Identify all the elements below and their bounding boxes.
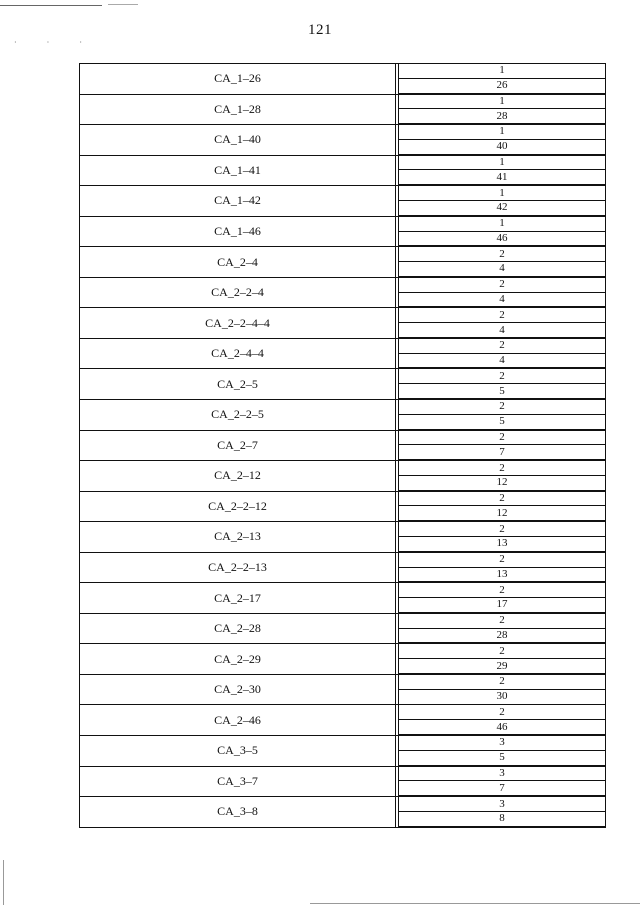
- band-values: [398, 767, 606, 797]
- band-value-top: 2: [399, 705, 605, 720]
- combination-name: CA_1–40: [79, 125, 396, 155]
- band-values: [398, 64, 606, 94]
- combination-name: CA_2–46: [79, 705, 396, 735]
- combination-name: CA_1–42: [79, 186, 396, 216]
- page-number: 121: [308, 22, 332, 38]
- table-row: [79, 431, 606, 462]
- band-values: [398, 736, 606, 766]
- band-value-top: 2: [399, 400, 605, 415]
- band-value-bottom: 4: [399, 323, 605, 338]
- band-value-top: 2: [399, 339, 605, 354]
- band-value-bottom: 40: [399, 140, 605, 155]
- band-values: [398, 369, 606, 399]
- band-value-bottom: 28: [399, 629, 605, 644]
- band-value-bottom: 7: [399, 781, 605, 796]
- band-value-top: 2: [399, 461, 605, 476]
- band-values: [398, 797, 606, 827]
- combination-name: CA_2–4–4: [79, 339, 396, 369]
- scan-specks: · · ·: [14, 38, 96, 47]
- table-row: [79, 492, 606, 523]
- combination-name: CA_1–26: [79, 64, 396, 94]
- combination-name: CA_1–41: [79, 156, 396, 186]
- combination-name: CA_2–5: [79, 369, 396, 399]
- combination-name: CA_2–13: [79, 522, 396, 552]
- band-value-bottom: 4: [399, 262, 605, 277]
- band-value-bottom: 28: [399, 109, 605, 124]
- band-values: [398, 339, 606, 369]
- scan-artifact-top-2: [108, 4, 138, 5]
- combination-name: CA_2–28: [79, 614, 396, 644]
- band-values: [398, 522, 606, 552]
- table-row: [79, 736, 606, 767]
- band-values: [398, 247, 606, 277]
- band-value-bottom: 5: [399, 384, 605, 399]
- combination-name: CA_2–12: [79, 461, 396, 491]
- band-value-top: 2: [399, 308, 605, 323]
- table-row: [79, 797, 606, 828]
- scan-artifact-top: [0, 5, 102, 6]
- table-row: [79, 95, 606, 126]
- band-values: [398, 186, 606, 216]
- band-value-bottom: 12: [399, 476, 605, 491]
- table-row: [79, 308, 606, 339]
- table-row: [79, 125, 606, 156]
- band-value-top: 1: [399, 186, 605, 201]
- table-row: [79, 186, 606, 217]
- band-values: [398, 95, 606, 125]
- table-row: [79, 553, 606, 584]
- combination-name: CA_1–46: [79, 217, 396, 247]
- band-value-bottom: 5: [399, 415, 605, 430]
- table-row: [79, 614, 606, 645]
- combination-name: CA_2–2–13: [79, 553, 396, 583]
- band-value-top: 1: [399, 156, 605, 171]
- band-value-top: 2: [399, 644, 605, 659]
- band-value-bottom: 26: [399, 79, 605, 94]
- table-row: [79, 461, 606, 492]
- combination-name: CA_2–29: [79, 644, 396, 674]
- band-value-top: 3: [399, 736, 605, 751]
- band-value-bottom: 4: [399, 354, 605, 369]
- table-row: [79, 644, 606, 675]
- band-value-bottom: 41: [399, 170, 605, 185]
- band-value-bottom: 12: [399, 506, 605, 521]
- band-value-bottom: 42: [399, 201, 605, 216]
- band-value-bottom: 8: [399, 812, 605, 827]
- combination-name: CA_2–17: [79, 583, 396, 613]
- band-value-top: 2: [399, 553, 605, 568]
- band-values: [398, 675, 606, 705]
- band-values: [398, 156, 606, 186]
- band-values: [398, 278, 606, 308]
- band-value-bottom: 7: [399, 445, 605, 460]
- combination-name: CA_2–30: [79, 675, 396, 705]
- scan-artifact-left: [3, 860, 4, 905]
- band-value-top: 3: [399, 797, 605, 812]
- table-row: [79, 705, 606, 736]
- combination-name: CA_3–7: [79, 767, 396, 797]
- band-value-top: 2: [399, 247, 605, 262]
- band-value-top: 3: [399, 767, 605, 782]
- table-row: [79, 767, 606, 798]
- band-value-bottom: 4: [399, 293, 605, 308]
- band-value-top: 1: [399, 125, 605, 140]
- band-value-bottom: 46: [399, 720, 605, 735]
- band-values: [398, 461, 606, 491]
- combination-name: CA_2–2–12: [79, 492, 396, 522]
- table-row: [79, 369, 606, 400]
- band-values: [398, 125, 606, 155]
- band-value-bottom: 46: [399, 232, 605, 247]
- scan-artifact-bottom: [310, 903, 640, 904]
- band-value-top: 2: [399, 614, 605, 629]
- band-value-top: 2: [399, 431, 605, 446]
- band-value-bottom: 29: [399, 659, 605, 674]
- band-value-top: 2: [399, 369, 605, 384]
- table-row: [79, 400, 606, 431]
- band-value-top: 2: [399, 278, 605, 293]
- band-values: [398, 400, 606, 430]
- band-values: [398, 308, 606, 338]
- table-row: [79, 156, 606, 187]
- band-combination-table: [79, 63, 606, 828]
- band-value-top: 1: [399, 95, 605, 110]
- table-row: [79, 64, 606, 95]
- band-value-top: 2: [399, 522, 605, 537]
- band-value-top: 1: [399, 64, 605, 79]
- band-values: [398, 644, 606, 674]
- band-values: [398, 583, 606, 613]
- band-values: [398, 217, 606, 247]
- combination-name: CA_2–2–5: [79, 400, 396, 430]
- band-value-bottom: 13: [399, 537, 605, 552]
- table-row: [79, 247, 606, 278]
- combination-name: CA_2–2–4: [79, 278, 396, 308]
- combination-name: CA_3–8: [79, 797, 396, 827]
- band-value-top: 1: [399, 217, 605, 232]
- table-row: [79, 217, 606, 248]
- combination-name: CA_3–5: [79, 736, 396, 766]
- table-row: [79, 583, 606, 614]
- combination-name: CA_2–2–4–4: [79, 308, 396, 338]
- band-value-bottom: 5: [399, 751, 605, 766]
- table-row: [79, 675, 606, 706]
- combination-name: CA_2–7: [79, 431, 396, 461]
- band-value-top: 2: [399, 675, 605, 690]
- band-values: [398, 705, 606, 735]
- table-row: [79, 339, 606, 370]
- band-value-bottom: 17: [399, 598, 605, 613]
- band-value-bottom: 13: [399, 568, 605, 583]
- table-row: [79, 522, 606, 553]
- band-value-top: 2: [399, 583, 605, 598]
- band-value-bottom: 30: [399, 690, 605, 705]
- band-value-top: 2: [399, 492, 605, 507]
- combination-name: CA_2–4: [79, 247, 396, 277]
- band-values: [398, 614, 606, 644]
- table-row: [79, 278, 606, 309]
- combination-name: CA_1–28: [79, 95, 396, 125]
- band-values: [398, 553, 606, 583]
- band-values: [398, 492, 606, 522]
- band-values: [398, 431, 606, 461]
